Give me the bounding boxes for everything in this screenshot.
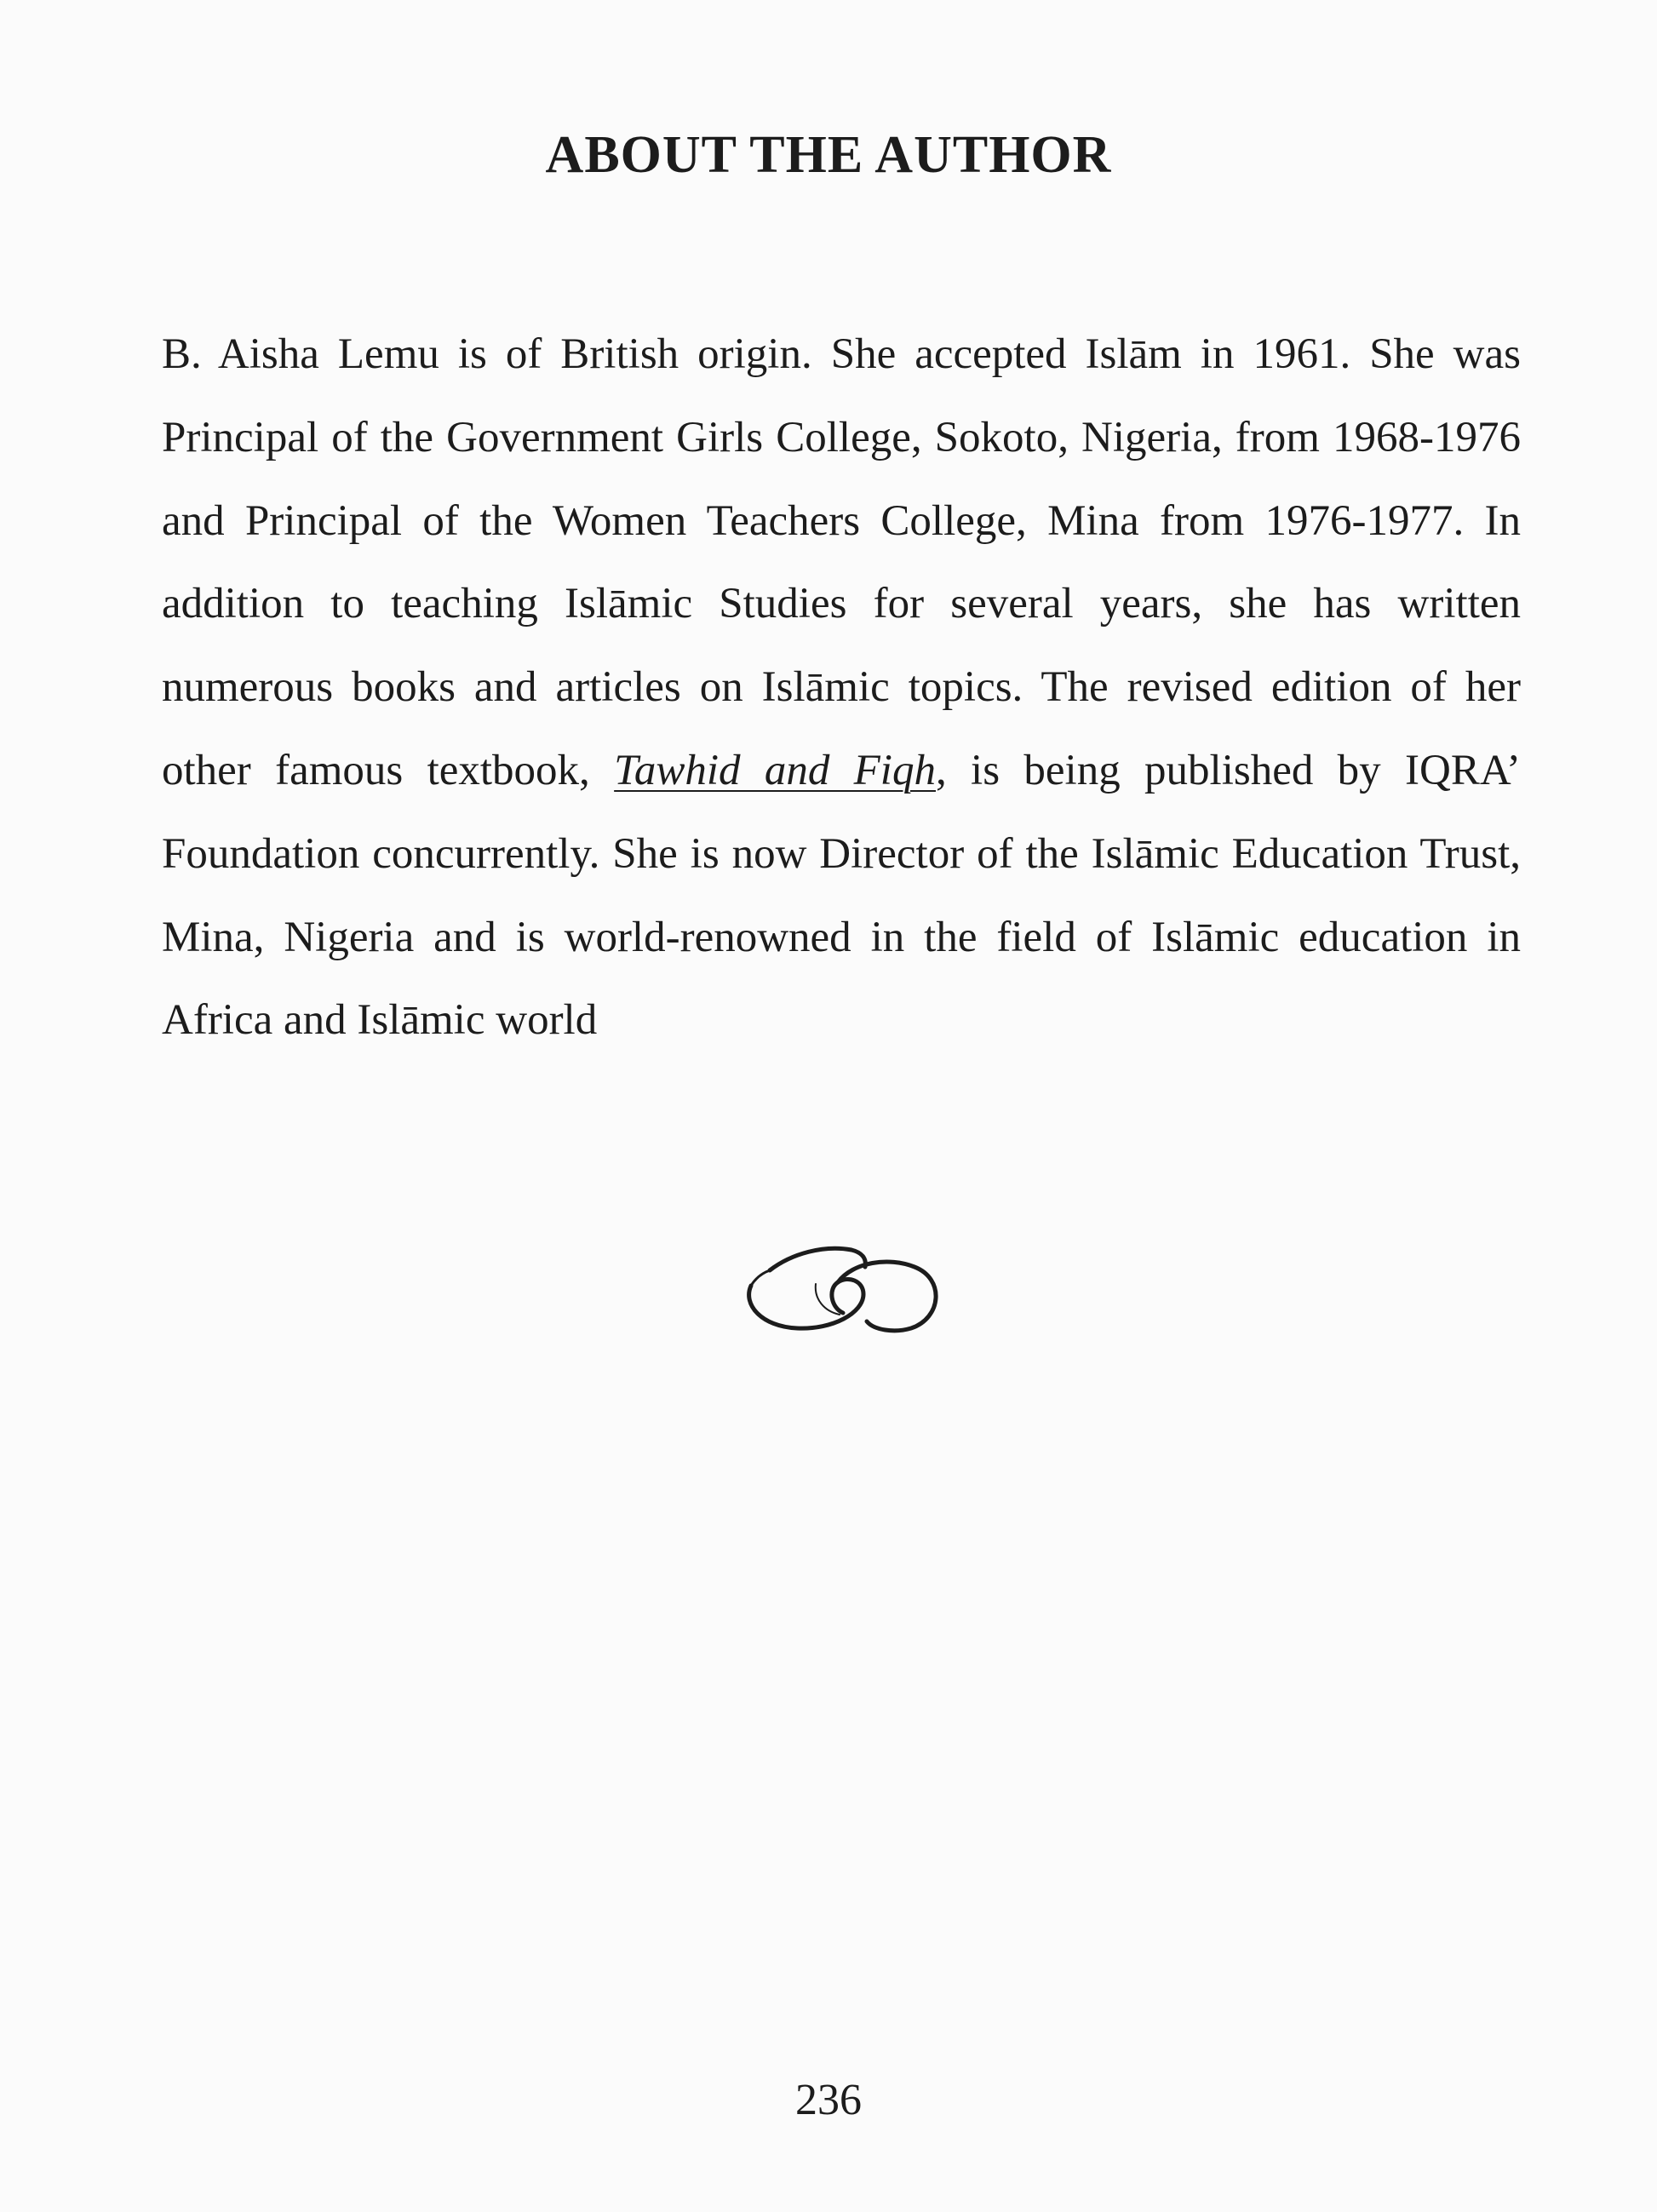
page-title: ABOUT THE AUTHOR <box>545 126 1112 184</box>
author-biography-paragraph <box>162 313 1521 1063</box>
biography-text-part-2: , is being published by IQRA’ Foundation concurrently. She is now Director of the Islāmic Education Trust, Mina, Nigeria and is world-renowned in the field of Islāmic education in Africa and Islāmic world <box>162 746 1521 1045</box>
book-title-reference: Tawhid and Fiqh <box>614 746 936 794</box>
biography-text-part-1: B. Aisha Lemu is of British origin. She accepted Islām in 1961. She was Principal of the Government Girls College, Sokoto, Nigeria, from 1968-1976 and Principal of the Women Teachers College, Mina from 1976-1977. In addition to teaching Islāmic Studies for several years, she has written numerous books and articles on Islāmic topics. The revised edition of her other famous textbook, <box>162 330 1521 794</box>
flourish-ornament-icon <box>732 1233 952 1340</box>
page-number: 236 <box>795 2076 862 2124</box>
